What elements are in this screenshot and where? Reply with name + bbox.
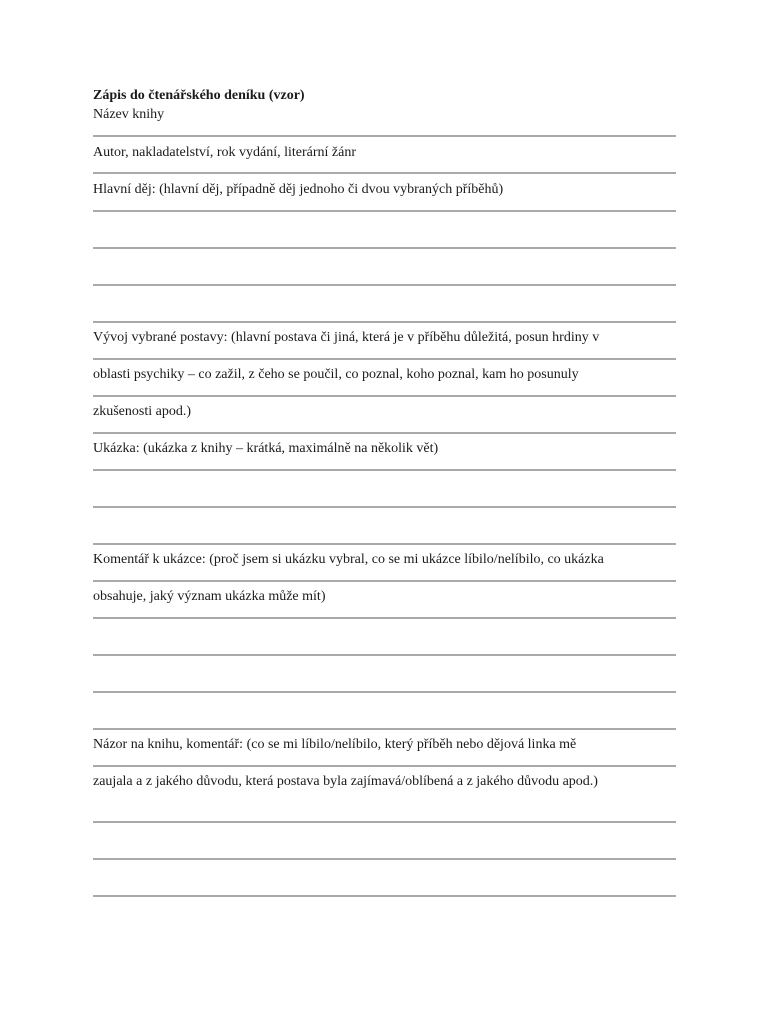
write-line[interactable] [93,321,676,323]
write-line[interactable] [93,469,676,471]
write-line[interactable] [93,728,676,730]
write-line[interactable] [93,654,676,656]
book-title-label: Název knihy [93,107,165,122]
write-line[interactable] [93,358,676,360]
write-line[interactable] [93,247,676,249]
write-line[interactable] [93,580,676,582]
excerpt-commentary-text: obsahuje, jaký význam ukázka může mít) [93,589,326,604]
write-line[interactable] [93,135,676,137]
book-opinion-label: Názor na knihu, komentář: (co se mi líbilo/nelíbilo, který příběh nebo dějová linka mě [93,737,577,752]
book-opinion-text: zaujala a z jakého důvodu, která postava byla zajímavá/oblíbená a z jakého důvodu apod.) [93,774,598,789]
write-line[interactable] [93,210,676,212]
write-line[interactable] [93,765,676,767]
write-line[interactable] [93,691,676,693]
excerpt-commentary-label: Komentář k ukázce: (proč jsem si ukázku vybral, co se mi ukázce líbilo/nelíbilo, co ukázka [93,552,604,567]
write-line[interactable] [93,617,676,619]
main-plot-label: Hlavní děj: (hlavní děj, případně děj jednoho či dvou vybraných příběhů) [93,182,504,197]
write-line[interactable] [93,172,676,174]
document-title: Zápis do čtenářského deníku (vzor) [93,88,305,103]
excerpt-label: Ukázka: (ukázka z knihy – krátká, maximálně na několik vět) [93,441,439,456]
write-line[interactable] [93,395,676,397]
write-line[interactable] [93,821,676,823]
write-line[interactable] [93,506,676,508]
write-line[interactable] [93,858,676,860]
character-development-text: oblasti psychiky – co zažil, z čeho se poučil, co poznal, koho poznal, kam ho posunuly [93,367,579,382]
write-line[interactable] [93,543,676,545]
write-line[interactable] [93,432,676,434]
character-development-label: Vývoj vybrané postavy: (hlavní postava či jiná, která je v příběhu důležitá, posun hrdiny v [93,330,600,345]
character-development-text: zkušenosti apod.) [93,404,191,419]
author-publisher-label: Autor, nakladatelství, rok vydání, literární žánr [93,145,357,160]
write-line[interactable] [93,284,676,286]
write-line[interactable] [93,895,676,897]
